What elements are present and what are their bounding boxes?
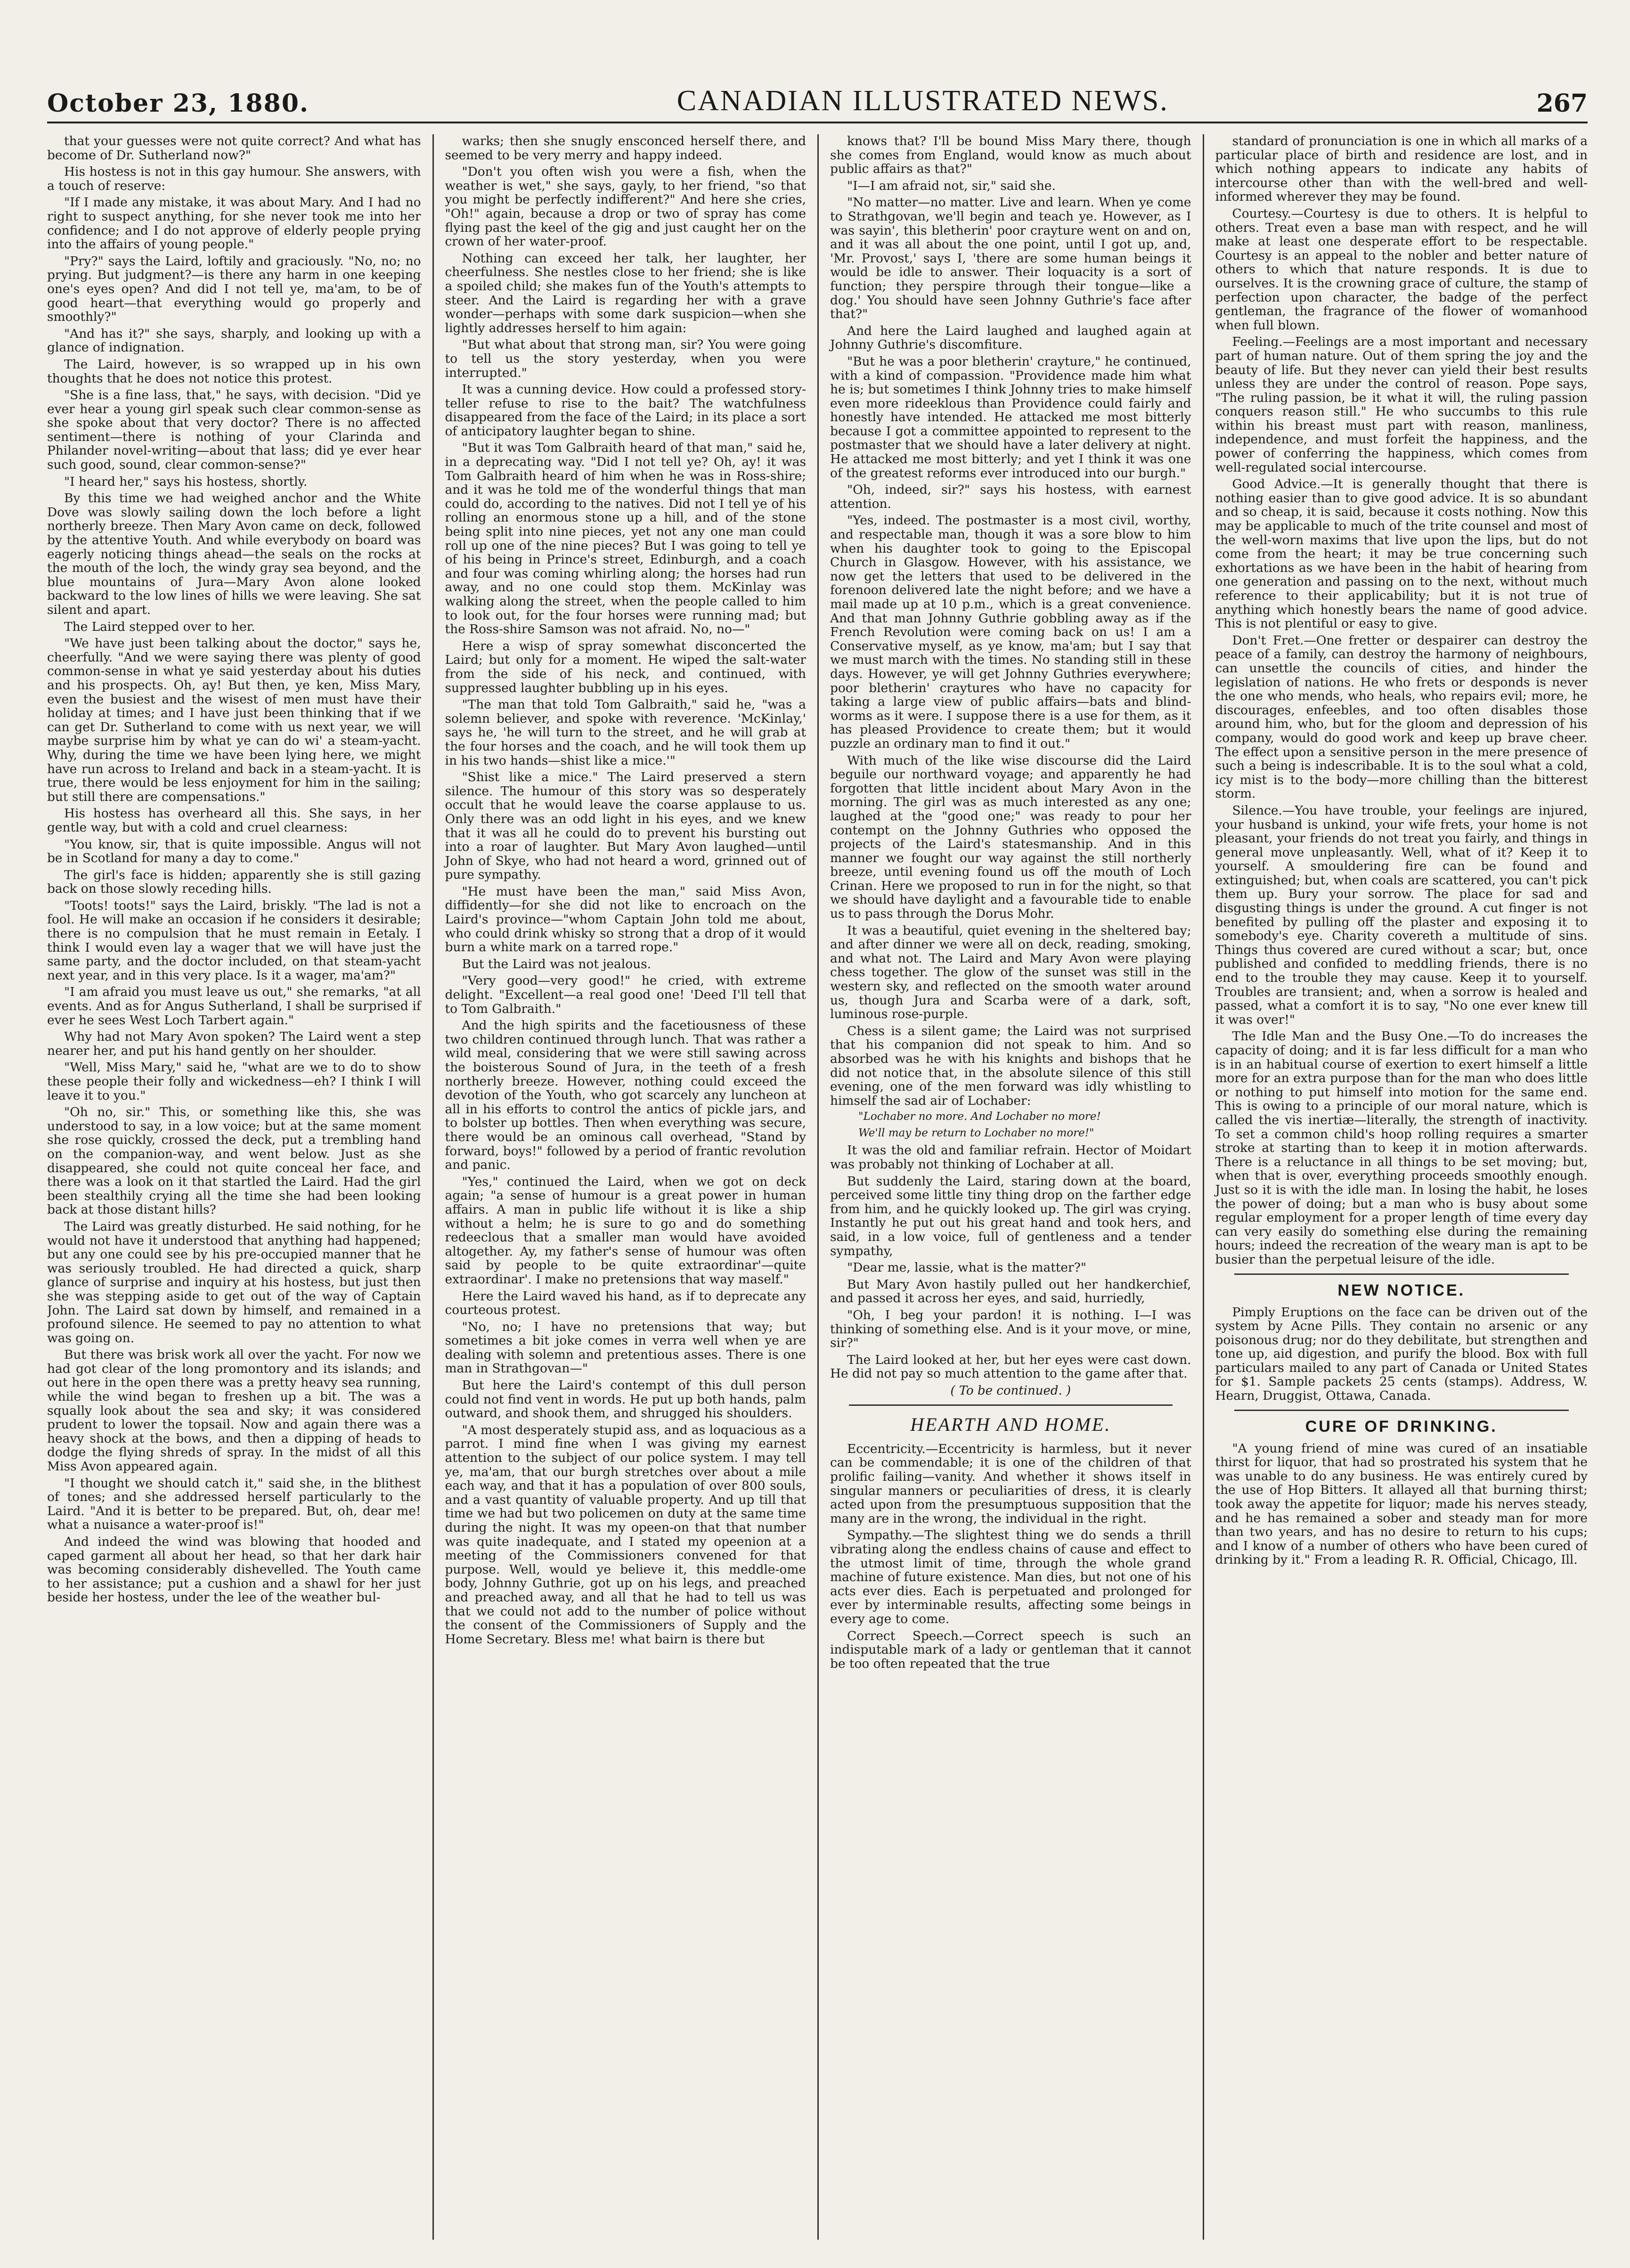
story-paragraph: His hostess has overheard all this. She says, in her gentle way, but with a cold and cruel clearness: — [47, 806, 421, 835]
story-paragraph: It was a beautiful, quiet evening in the sheltered bay; and after dinner we were all on deck, reading, smoking, and what not. The Laird and Mary Avon were playing chess together. The glow of the sunset was still in the western sky, and reflected on the smooth water around us, though Jura and Scarba were of a dark, soft, luminous rose-purple. — [830, 923, 1191, 1022]
page-number: 267 — [1536, 89, 1588, 118]
section-divider — [1234, 1410, 1569, 1411]
story-paragraph: And the high spirits and the facetiousness of these two children continued through lunch. That was rather a wild meal, considering that we were still sawing across the boisterous Sound of Jura, in the teeth of a fresh northerly breeze. However, nothing could exceed the devotion of the Youth, who got scarcely any luncheon at all in his efforts to control the antics of pickle jars, and to bolster up bottles. Then when everything was secure, there would be an ominous call overhead, "Stand by forward, boys!" followed by a period of frantic revolution and panic. — [445, 1018, 806, 1173]
story-paragraph: "If I made any mistake, it was about Mary. And I had no right to suspect anything, for she never took me into her confidence; and I do not approve of elderly people prying into the affairs of young people." — [47, 195, 421, 252]
story-paragraph: "And has it?" she says, sharply, and looking up with a glance of indignation. — [47, 326, 421, 355]
story-paragraph: "Shist like a mice." The Laird preserved a stern silence. The humour of this story was so desperately occult that he would leave the coarse applause to us. Only there was an odd light in his eyes, and we knew that it was all he could do to prevent his bursting out into a roar of laughter. But Mary Avon laughed—until John of Skye, who had not heard a word, grinned out of pure sympathy. — [445, 770, 806, 882]
story-paragraph: The girl's face is hidden; apparently she is still gazing back on those slowly receding hills. — [47, 867, 421, 897]
song-verse-line: "Lochaber no more. And Lochaber no more! — [858, 1110, 1101, 1123]
column-1 — [47, 134, 432, 2240]
story-paragraph: "I am afraid you must leave us out," she remarks, "at all events. And as for Angus Sutherland, I shall be surprised if ever he sees West Loch Tarbert again." — [47, 985, 421, 1028]
story-paragraph: "Yes," continued the Laird, when we got on deck again; "a sense of humour is a great power in human affairs. A man in public life without it is like a ship without a helm; he is sure to go and do something redeeclous that a smaller man would have avoided altogether. Ay, my father's sense of humour was often said by people to be quite extraordinar'—quite extraordinar'. I make no pretensions that way maself." — [445, 1174, 806, 1287]
hearth-paragraph: The Idle Man and the Busy One.—To do increases the capacity of doing; and it is far less difficult for a man who is in an habitual course of exertion to exert himself a little more for an extra purpose than for the man who does little or nothing to put himself into motion for the same end. This is owing to a principle of our moral nature, which is called the vis inertiæ—literally, the strength of inactivity. To set a common child's hoop rolling requires a smarter stroke at starting than to keep it in motion afterwards. There is a reluctance in all things to be set moving; but, when that is over, everything proceeds smoothly enough. Just so it is with the idle man. In losing the habit, he loses the power of doing; but a man who is busy about some regular employment for a proper length of time every day can very easily do something else during the remaining hours; indeed the recreation of the weary man is apt to be busier than the perpetual leisure of the idle. — [1215, 1029, 1588, 1267]
story-paragraph: knows that? I'll be bound Miss Mary there, though she comes from England, would know as much about public affairs as that?" — [830, 134, 1191, 177]
story-paragraph: The Laird looked at her, but her eyes were cast down. He did not pay so much attention to the game after that. — [830, 1352, 1191, 1381]
story-paragraph: And here the Laird laughed and laughed again at Johnny Guthrie's discomfiture. — [830, 323, 1191, 352]
story-paragraph: "Pry?" says the Laird, loftily and graciously. "No, no; no prying. But judgment?—is there any harm in one keeping one's eyes open? And did I not tell ye, ma'am, to be of good heart—that everything would go properly and smoothly?" — [47, 253, 421, 325]
story-paragraph: The Laird stepped over to her. — [64, 619, 255, 634]
song-verse-line: We'll may be return to Lochaber no more!" — [858, 1127, 1094, 1140]
story-paragraph: "You know, sir, that is quite impossible. Angus will not be in Scotland for many a day to come." — [47, 837, 421, 866]
hearth-paragraph: Sympathy.—The slightest thing we do sends a thrill vibrating along the endless chains of cause and effect to the utmost limit of time, through the whole grand machine of future existence. Man dies, but not one of his acts ever dies. Each is perpetuated and prolonged for ever by interminable results, affecting some beings in every age to come. — [830, 1528, 1191, 1626]
masthead-title: CANADIAN ILLUSTRATED NEWS. — [676, 85, 1169, 117]
story-paragraph: But there was brisk work all over the yacht. For now we had got clear of the long promontory and its islands; and out here in the open there was a pretty heavy sea running, while the wind began to freshen up a bit. The was a squally look about the sea and sky; it was considered prudent to lower the topsail. Now and again there was a heavy shock at the bows, and then a dipping of heads to dodge the flying shreds of spray. In the midst of all this Miss Avon appeared again. — [47, 1347, 421, 1474]
section-heading: HEARTH AND HOME. — [910, 1413, 1111, 1435]
story-paragraph: "A most desperately stupid ass, and as loquacious as a parrot. I mind fine when I was giving my earnest attention to the subject of our police system. I may tell ye, ma'am, that our burgh stretches over about a mile each way, and that it has a population of over 800 souls, and a vast quantity of valuable property. And up till that time we had but two policemen on duty at the same time during the night. It was my opeen-on that that number was quite inadequate, and I stated my opeenion at a meeting of the Commissioners convened for that purpose. Well, would ye believe it, this meddle-ome body, Johnny Guthrie, got up on his legs, and preached and preached away, and all that he had to tell us was that we could not add to the number of police without the consent of the Commissioners of Supply and the Home Secretary. Bless me! what bairn is there but — [445, 1422, 806, 1647]
story-paragraph: "I heard her," says his hostess, shortly. — [64, 474, 308, 489]
story-paragraph: "Oh, I beg your pardon! it is nothing. I—I was thinking of something else. And is it your move, or mine, sir?" — [830, 1307, 1191, 1351]
story-paragraph: "No, no; I have no pretensions that way; but sometimes a bit joke comes in verra well when ye are dealing with solemn and pretentious asses. There is one man in Strathgovan—" — [445, 1319, 806, 1376]
notice-paragraph: Pimply Eruptions on the face can be driven out of the system by Acne Pills. They contain no arsenic or any poisonous drug; nor do they debilitate, but strengthen and tone up, aid digestion, and purify the blood. Box with full particulars mailed to any part of Canada or United States for $1. Sample packets 25 cents (stamps). Address, W. Hearn, Druggist, Ottawa, Canada. — [1215, 1305, 1588, 1403]
hearth-paragraph: Eccentricity.—Eccentricity is harmless, but it never can be commendable; it is one of the children of that prolific failing—vanity. And whether it shows itself in singular manners or peculiarities of dress, it is clearly acted upon from the presumptuous supposition that the many are in the wrong, the individual in the right. — [830, 1441, 1191, 1526]
section-divider — [849, 1404, 1173, 1406]
story-paragraph: warks; then she snugly ensconced herself there, and seemed to be very merry and happy indeed. — [445, 134, 806, 163]
story-paragraph: "He must have been the man," said Miss Avon, diffidently—for she did not like to encroach on the Laird's province—"whom Captain John told me about, who could drink whisky so strong that a drop of it would burn a white mark on a tarred rope." — [445, 884, 806, 955]
notice-heading: NEW NOTICE. — [1337, 1281, 1466, 1299]
column-2 — [432, 134, 818, 2240]
story-paragraph: "I—I am afraid not, sir," said she. — [847, 178, 1056, 193]
story-paragraph: "Very good—very good!" he cried, with extreme delight. "Excellent—a real good one! 'Deed I'll tell that to Tom Galbraith." — [445, 973, 806, 1016]
story-paragraph: "Yes, indeed. The postmaster is a most civil, worthy, and respectable man, though it was a sore blow to him when his daughter took to going to the Episcopal Church in Glasgow. However, with his assistance, we now get the letters that used to be delivered in the forenoon delivered late the night before; and we have a mail made up at 10 p.m., which is a great convenience. And that man Johnny Guthrie gobbling away as if the French Revolution were coming back on us! I am a Conservative myself, as ye know, ma'am; but I say that we must march with the times. No standing still in these days. However, ye will get Johnny Guthries everywhere; poor bletherin' craytures who have no capacity for taking a large view of public affairs—bats and blind-worms as it were. I suppose there is a use for them, as it has pleased Providence to create them; but it would puzzle an ordinary man to find it out." — [830, 513, 1191, 751]
advert-paragraph: "A young friend of mine was cured of an insatiable thirst for liquor, that had so prostrated his system that he was unable to do any business. He was entirely cured by the use of Hop Bitters. It allayed all that burning thirst; took away the appetite for liquor; made his nerves steady, and he has remained a sober and steady man for more than two years, and has no desire to return to his cups; and I know of a number of others who have been cured of drinking by it." From a leading R. R. Official, Chicago, Ill. — [1215, 1441, 1588, 1567]
column-4 — [1203, 134, 1588, 2240]
to-be-continued: ( To be continued. ) — [950, 1383, 1071, 1398]
story-paragraph: "Oh, indeed, sir?" says his hostess, with earnest attention. — [830, 482, 1191, 511]
story-paragraph: "Dear me, lassie, what is the matter?" — [847, 1260, 1086, 1275]
story-paragraph: With much of the like wise discourse did the Laird beguile our northward voyage; and apparently he had forgotten that little incident about Mary Avon in the morning. The girl was as much interested as any one; laughed at the "good one;" was ready to pour her contempt on the Johnny Guthries who opposed the projects of the Laird's statesmanship. And in this manner we fought our way against the still northerly breeze, until evening found us off the mouth of Loch Crinan. Here we proposed to run in for the night, so that we should have daylight and a favourable tide to enable us to pass through the Dorus Mohr. — [830, 753, 1191, 922]
story-paragraph: "Don't you often wish you were a fish, when the weather is wet," she says, gayly, to her friend, "so that you might be perfectly indifferent?" And here she cries, "Oh!" again, because a drop or two of spray has come flying past the keel of the gig and just caught her on the crown of her water-proof. — [445, 164, 806, 249]
story-paragraph: But the Laird was not jealous. — [462, 956, 652, 971]
story-paragraph: "The man that told Tom Galbraith," said he, "was a solemn believer, and spoke with reverence. 'McKinlay,' says he, 'he will turn to the street, and he will grab at the four horses and the coach, and he will took them up in his two hands—shist like a mice.'" — [445, 697, 806, 768]
hearth-paragraph: Courtesy.—Courtesy is due to others. It is helpful to others. Treat even a base man with respect, and he will make at least one desperate effort to be respectable. Courtesy is an appeal to the nobler and better nature of others to which that nature responds. It is due to ourselves. It is the crowning grace of culture, the stamp of perfection upon character, the badge of the perfect gentleman, the fragrance of the flower of womanhood when full blown. — [1215, 206, 1588, 333]
article-columns — [47, 134, 1588, 2240]
hearth-paragraph: Correct Speech.—Correct speech is such an indisputable mark of a lady or gentleman that it cannot be too often repeated that the true — [830, 1628, 1191, 1671]
story-paragraph: "Well, Miss Mary," said he, "what are we to do to show these people their folly and wickedness—eh? I think I will leave it to you." — [47, 1060, 421, 1103]
hearth-paragraph: Feeling.—Feelings are a most important and necessary part of human nature. Out of them spring the joy and the beauty of life. But they never can yield their best results unless they are under the control of reason. Pope says, "The ruling passion, be it what it will, the ruling passion conquers reason still." He who succumbs to this rule within his breast must part with reason, manliness, independence, and must forfeit the happiness, and the power of conferring the happiness, which comes from well-regulated social intercourse. — [1215, 334, 1588, 475]
issue-date: October 23, 1880. — [47, 89, 310, 118]
story-paragraph: "She is a fine lass, that," he says, with decision. "Did ye ever hear a young girl speak such clear common-sense as she spoke about that very doctor? There is no affected sentiment—there is nothing of your Clarinda and Philander novel-writing—about that lass; did ye ever hear such good, sound, clear common-sense?" — [47, 388, 421, 473]
hearth-paragraph: Don't Fret.—One fretter or despairer can destroy the peace of a family, can destroy the harmony of neighbours, can unsettle the councils of cities, and hinder the legislation of nations. He who frets or desponds is never the one who mends, who heals, who repairs evil; more, he discourages, enfeebles, and too often disables those around him, who, but for the gloom and depression of his company, would do good work and keep up brave cheer. The effect upon a sensitive person in the mere presence of such a being is indescribable. It is to the soul what a cold, icy mist is to the body—more chilling than the bitterest storm. — [1215, 633, 1588, 801]
story-paragraph: "We have just been talking about the doctor," says he, cheerfully. "And we were saying there was plenty of good common-sense in what ye said yesterday about his duties and his prospects. Oh, ay! But then, ye ken, Miss Mary, even the busiest and the wisest of men must have their holiday at times; and I have just been thinking that if we can get Dr. Sutherland to come with us next year, we will maybe surprise him by what ye can do wi' a steam-yacht. Why, during the time we have been lying here, we might have run across to Ireland and back in a steam-yacht. It is true, there would be less enjoyment for him in the sailing; but still there are compensations." — [47, 636, 421, 804]
story-paragraph: Here a wisp of spray somewhat disconcerted the Laird; but only for a moment. He wiped the salt-water from the side of his neck, and continued, with suppressed laughter bubbling up in his eyes. — [445, 638, 806, 695]
story-paragraph: But here the Laird's contempt of this dull person could not find vent in words. He put up both hands, palm outward, and shook them, and shrugged his shoulders. — [445, 1378, 806, 1421]
story-paragraph: Why had not Mary Avon spoken? The Laird went a step nearer her, and put his hand gently on her shoulder. — [47, 1029, 421, 1058]
story-paragraph: "Toots! toots!" says the Laird, briskly. "The lad is not a fool. He will make an occasion if he considers it desirable; there is no compulsion that he must remain in Eetaly. I think I would even lay a wager that we will have just the same party, and the doctor included, on that steam-yacht next year, and in this very place. Is it a wager, ma'am?" — [47, 898, 421, 983]
story-paragraph: It was a cunning device. How could a professed story-teller refuse to rise to the bait? The watchfulness disappeared from the face of the Laird; in its place a sort of anticipatory laughter began to shine. — [445, 382, 806, 439]
story-paragraph: Chess is a silent game; the Laird was not surprised that his companion did not speak to him. And so absorbed was he with his knights and bishops that he did not notice that, in the absolute silence of this still evening, one of the men forward was idly whistling to himself the sad air of Lochaber: — [830, 1023, 1191, 1108]
story-paragraph: Here the Laird waved his hand, as if to deprecate any courteous protest. — [445, 1289, 806, 1318]
column-3 — [817, 134, 1203, 2240]
story-paragraph: His hostess is not in this gay humour. She answers, with a touch of reserve: — [47, 164, 421, 193]
hearth-paragraph: Good Advice.—It is generally thought that there is nothing easier than to give good advice. It is so abundant and so cheap, it is said, because it costs nothing. Now this may be applicable to much of the trite counsel and most of the well-worn maxims that live upon the lips, but do not come from the heart; it may be true concerning such exhortations as we have been in the habit of hearing from one generation and passing on to the next, without much reference to their applicability; but it is not true of anything which honestly bears the name of good advice. This is not plentiful or easy to give. — [1215, 477, 1588, 631]
story-paragraph: "But he was a poor bletherin' crayture," he continued, with a kind of compassion. "Providence made him what he is; but sometimes I think Johnny tries to make himself even more rideeklous than Providence could fairly and honestly have intended. He attacked me most bitterly because I got a committee appointed to represent to the postmaster that we should have a later delivery at night. He attacked me most bitterly; and yet I think it was one of the greatest reforms ever introduced into our burgh." — [830, 354, 1191, 481]
advert-heading: CURE OF DRINKING. — [1305, 1417, 1498, 1436]
story-paragraph: "Oh no, sir." This, or something like this, she was understood to say, in a low voice; but at the same moment she rose quickly, crossed the deck, put a trembling hand on the companion-way, and went below. Just as she disappeared, she could not quite conceal her face, and there was a look on it that startled the Laird. Had the girl been stealthily crying all the time she had been looking back at those distant hills? — [47, 1105, 421, 1217]
story-paragraph: But Mary Avon hastily pulled out her handkerchief, and passed it across her eyes, and said, hurriedly, — [830, 1277, 1191, 1306]
story-paragraph: that your guesses were not quite correct? And what has become of Dr. Sutherland now?" — [47, 134, 421, 163]
story-paragraph: The Laird, however, is so wrapped up in his own thoughts that he does not notice this protest. — [47, 357, 421, 386]
story-paragraph: And indeed the wind was blowing that hooded and caped garment all about her head, so that her dark hair was becoming considerably dishevelled. The Youth came to her assistance; put a cushion and a shawl for her just beside her hostess, under the lee of the weather bul- — [47, 1534, 421, 1605]
story-paragraph: "I thought we should catch it," said she, in the blithest of tones; and she addressed herself particularly to the Laird. "And it is better to be prepared. But, oh, dear me! what a nuisance a water-proof is!" — [47, 1476, 421, 1533]
story-paragraph: By this time we had weighed anchor and the White Dove was slowly sailing down the loch before a light northerly breeze. Then Mary Avon came on deck, followed by the attentive Youth. And while everybody on board was eagerly noticing things ahead—the seals on the rocks at the mouth of the loch, the windy gray sea beyond, and the blue mountains of Jura—Mary Avon alone looked backward to the low lines of hills we were leaving. She sat silent and apart. — [47, 491, 421, 617]
story-paragraph: "No matter—no matter. Live and learn. When ye come to Strathgovan, we'll begin and teach ye. However, as I was sayin', this bletherin' poor crayture went on and on, and it was all about the one point, until I got up, and, 'Mr. Provost,' says I, 'there are some human beings it would be idle to answer. Their loquacity is a sort of function; they perspire through their tongue—like a dog.' You should have seen Johnny Guthrie's face after that?" — [830, 195, 1191, 322]
story-paragraph: "But it was Tom Galbraith heard of that man," said he, in a deprecating way. "Did I not tell ye? Oh, ay! it was Tom Galbraith heard of him when he was in Ross-shire; and it was he told me of the wonderful things that man could do, according to the natives. Did not I tell ye of his rolling an enormous stone up a hill, and of the stone being split into nine pieces, yet not any one man could roll up one of the nine pieces? But I was going to tell ye of his being in Prince's street, Edinburgh, and a coach and four was coming whirling along; the horses had run away, and no one could stop them. McKinlay was walking along the street, when the people called to him to look out, for the four horses were running mad; but the Ross-shire Samson was not afraid. No, no—" — [445, 441, 806, 637]
story-paragraph: "But what about that strong man, sir? You were going to tell us the story yesterday, when you were interrupted." — [445, 337, 806, 380]
story-paragraph: But suddenly the Laird, staring down at the board, perceived some little tiny thing drop on the farther edge from him, and he quickly looked up. The girl was crying. Instantly he put out his great hand and took hers, and said, in a low voice, full of gentleness and a tender sympathy, — [830, 1174, 1191, 1258]
story-paragraph: The Laird was greatly disturbed. He said nothing, for he would not have it understood that anything had happened; but any one could see by his pre-occupied manner that he was seriously troubled. He had directed a quick, sharp glance of surprise and inquiry at his hostess, but just then she was stepping aside to get out of the way of Captain John. The Laird sat down by himself, and remained in a profound silence. He seemed to pay no attention to what was going on. — [47, 1219, 421, 1346]
story-paragraph: It was the old and familiar refrain. Hector of Moidart was probably not thinking of Lochaber at all. — [830, 1143, 1191, 1172]
hearth-paragraph: standard of pronunciation is one in which all marks of a particular place of birth and residence are lost, and in which nothing appears to indicate any habits of intercourse other than with the well-bred and well-informed wherever they may be found. — [1215, 134, 1588, 204]
hearth-paragraph: Silence.—You have trouble, your feelings are injured, your husband is unkind, your wife frets, your home is not pleasant, your friends do not treat you fairly, and things in general move unpleasantly. Well, what of it? Keep it to yourself. A smouldering fire can be found and extinguished; but, when coals are scattered, you can't pick them up. Bury your sorrow. The place for sad and disgusting things is under the ground. A cut finger is not benefited by pulling off the plaster and exposing it to somebody's eye. Charity covereth a multitude of sins. Things thus covered are cured without a scar; but, once published and confided to meddling friends, there is no end to the trouble they may cause. Keep it to yourself. Troubles are transient; and, when a sorrow is healed and passed, what a comfort it is to say, "No one ever knew till it was over!" — [1215, 803, 1588, 1027]
story-paragraph: Nothing can exceed her talk, her laughter, her cheerfulness. She nestles close to her friend; she is like a spoiled child; she makes fun of the Youth's attempts to steer. And the Laird is regarding her with a grave wonder—perhaps with some dark suspicion—when she lightly addresses herself to him again: — [445, 251, 806, 335]
page-header — [47, 78, 1588, 123]
section-divider — [1234, 1273, 1569, 1275]
